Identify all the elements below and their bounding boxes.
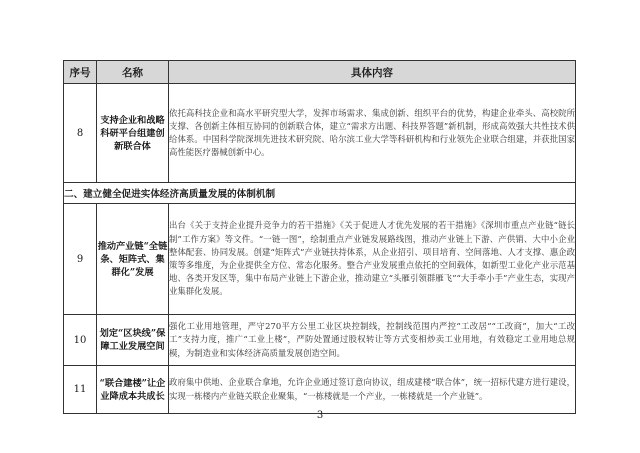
section-row bbox=[64, 183, 576, 204]
row-number: 8 bbox=[64, 84, 97, 183]
header-content: 具体内容 bbox=[169, 61, 576, 84]
row-content: 政府集中供地、企业联合拿地，允许企业通过签订意向协议，组成建楼“联合体”，统一招标代建方进行建设，实现一栋楼内产业链关联企业聚集，“一栋楼就是一个产业，一栋楼就是一个产业链”。 bbox=[169, 366, 576, 414]
row-content: 强化工业用地管理，严守270平方公里工业区块控制线，控制线范围内严控“工改居”“工改商”，加大“工改工”支持力度，推广“工业上楼”，严防处置通过股权转让等方式变相炒卖工业用地，有效稳定工业用地总规模，为制造业和实体经济高质量发展创造空间。 bbox=[169, 315, 576, 366]
row-number: 11 bbox=[64, 366, 97, 414]
row-name: 划定“区块线”保障工业发展空间 bbox=[97, 315, 169, 366]
table-row bbox=[64, 204, 576, 315]
table-row bbox=[64, 366, 576, 414]
header-no: 序号 bbox=[64, 61, 97, 84]
row-name: 支持企业和战略科研平台组建创新联合体 bbox=[97, 84, 169, 183]
table-header-row bbox=[64, 61, 576, 84]
policy-table bbox=[63, 60, 576, 414]
row-content: 出台《关于支持企业提升竞争力的若干措施》《关于促进人才优先发展的若干措施》《深圳市重点产业链“链长制”工作方案》等文件。“一链一图”，绘制重点产业链发展路线图，推动产业链上下游、产供销、大中小企业整体配套、协同发展。创建“矩阵式”产业链扶持体系，从企业招引、项目培育、空间落地、人才支撑、惠企政策等多维度，为企业提供全方位、常态化服务。整合产业发展重点依托的空间载体，如新型工业化产业示范基地、各类开发区等，集中布局产业链上下游企业，推动建立“头雁引领群雁飞”“大手牵小手”产业生态，实现产业集群化发展。 bbox=[169, 204, 576, 315]
header-name: 名称 bbox=[97, 61, 169, 84]
row-number: 10 bbox=[64, 315, 97, 366]
page-number: 3 bbox=[316, 410, 324, 421]
row-name: 推动产业链“全链条、矩阵式、集群化”发展 bbox=[97, 204, 169, 315]
table-row bbox=[64, 315, 576, 366]
row-name: “联合建楼”让企业降成本共成长 bbox=[97, 366, 169, 414]
section-heading: 二、建立健全促进实体经济高质量发展的体制机制 bbox=[64, 183, 576, 204]
table-row bbox=[64, 84, 576, 183]
row-number: 9 bbox=[64, 204, 97, 315]
row-content: 依托高科技企业和高水平研究型大学，发挥市场需求、集成创新、组织平台的优势，构建企业牵头、高校院所支撑、各创新主体相互协同的创新联合体，建立“需求方出题、科技界答题”新机制，形成高效强大共性技术供给体系。中国科学院深圳先进技术研究院、哈尔滨工业大学等科研机构和行业领先企业联合组建，并获批国家高性能医疗器械创新中心。 bbox=[169, 84, 576, 183]
